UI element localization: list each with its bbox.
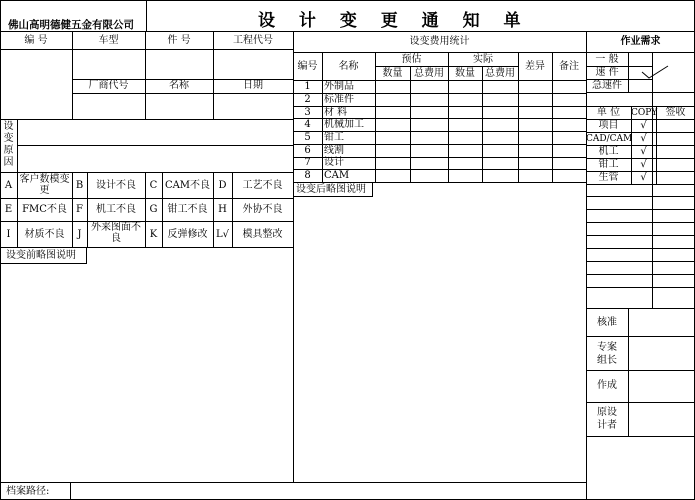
- approval-project-lead: 专案 组长: [597, 342, 617, 366]
- copy-check: √: [640, 159, 647, 170]
- cause-code-b: B: [75, 180, 84, 191]
- cost-actual: 实际: [473, 54, 493, 65]
- cause-text-f: 机工不良: [96, 204, 136, 215]
- unit-row: CAD/CAM: [586, 134, 633, 144]
- cost-estimate: 预估: [401, 54, 422, 65]
- reason-label-1: 设: [3, 121, 14, 132]
- cost-est-total: 总费用: [414, 68, 444, 79]
- cost-row-no: 5: [304, 132, 311, 143]
- copy-check: √: [640, 172, 647, 183]
- cost-note: 备注: [559, 61, 579, 72]
- sign-header: 签收: [665, 107, 686, 118]
- reason-label-4: 因: [3, 157, 14, 168]
- cause-text-a: 客户数模变更: [19, 174, 70, 196]
- cost-act-total: 总费用: [485, 68, 515, 79]
- cause-code-h: H: [218, 204, 227, 215]
- cause-text-b: 设计不良: [96, 180, 136, 191]
- form-title: 设 计 变 更 通 知 单: [258, 11, 530, 31]
- reason-label-3: 原: [3, 145, 14, 156]
- cause-text-c: CAM不良: [164, 180, 211, 191]
- unit-row: 项目: [598, 120, 619, 131]
- unit-row: 生管: [598, 172, 619, 183]
- unit-row: 钳工: [598, 159, 619, 170]
- cost-row-name: 标准件: [324, 94, 354, 105]
- cause-code-k: K: [149, 229, 158, 240]
- cause-text-e: FMC不良: [22, 204, 67, 215]
- cause-text-h: 外协不良: [242, 204, 283, 215]
- demand-urgent: 急速件: [592, 80, 622, 91]
- cost-row-no: 6: [304, 145, 311, 156]
- cost-row-name: 线割: [324, 145, 344, 156]
- label-engineering-code: 工程代号: [233, 35, 273, 46]
- label-car-model: 车型: [98, 35, 119, 46]
- checkmark-icon: [640, 65, 670, 80]
- cost-row-no: 7: [304, 157, 311, 168]
- cost-est-qty: 数量: [382, 68, 403, 79]
- cost-row-name: 材 料: [324, 107, 348, 118]
- cause-text-i: 材质不良: [24, 229, 65, 240]
- cost-row-no: 4: [304, 119, 311, 130]
- header-divider: [146, 0, 147, 31]
- cause-code-l: L√: [215, 229, 229, 240]
- cause-text-g: 钳工不良: [167, 204, 208, 215]
- cause-code-a: A: [4, 180, 13, 191]
- after-sketch-label: 设变后略图说明: [296, 184, 366, 195]
- cost-row-no: 8: [304, 170, 311, 181]
- copy-check: √: [640, 146, 647, 157]
- cost-row-name: CAM: [324, 170, 350, 181]
- cause-code-g: G: [149, 204, 158, 215]
- cause-text-k: 反弹修改: [167, 229, 208, 240]
- copy-header: COPY: [631, 108, 658, 118]
- demand-fast: 速 件: [595, 67, 619, 78]
- cost-col-number: 编号: [297, 61, 318, 72]
- cost-heading: 设变费用统计: [409, 36, 470, 47]
- cost-row-no: 3: [304, 107, 311, 118]
- copy-check: √: [640, 120, 647, 131]
- label-name: 名称: [169, 80, 189, 91]
- cost-row-name: 设计: [324, 157, 344, 168]
- label-vendor-code: 厂商代号: [88, 80, 129, 91]
- reason-label-2: 变: [3, 133, 14, 144]
- cause-code-i: I: [6, 229, 11, 240]
- work-demand-heading: 作业需求: [620, 36, 661, 47]
- cost-row-no: 2: [304, 94, 311, 105]
- demand-normal: 一 般: [595, 54, 619, 65]
- approval-original-designer: 原设 计者: [597, 407, 617, 431]
- label-part-number: 件 号: [167, 35, 191, 46]
- cost-row-name: 机械加工: [324, 119, 364, 130]
- cause-code-d: D: [218, 180, 227, 191]
- approval-author: 作成: [597, 380, 617, 391]
- cause-code-j: J: [77, 229, 82, 240]
- cause-text-l: 模具整改: [242, 229, 283, 240]
- cost-row-name: 外制品: [324, 81, 354, 92]
- company-name: 佛山高明德健五金有限公司: [8, 19, 134, 31]
- cause-text-d: 工艺不良: [242, 180, 283, 191]
- archive-path-label: 档案路径:: [6, 486, 50, 497]
- cost-row-no: 1: [304, 81, 311, 92]
- label-date: 日期: [243, 80, 263, 91]
- cause-code-f: F: [76, 204, 83, 215]
- unit-row: 机工: [598, 146, 619, 157]
- cost-row-name: 钳工: [324, 132, 344, 143]
- cost-diff: 差异: [525, 61, 545, 72]
- approval-approve: 核准: [597, 317, 617, 328]
- cause-text-j: 外来图面不良: [91, 222, 141, 244]
- before-sketch-label: 设变前略图说明: [6, 250, 76, 261]
- unit-header: 单 位: [596, 107, 621, 118]
- cause-code-e: E: [4, 204, 13, 215]
- label-number: 编 号: [24, 35, 48, 46]
- cost-col-name: 名称: [338, 61, 359, 72]
- cost-act-qty: 数量: [455, 68, 475, 79]
- copy-check: √: [640, 133, 647, 144]
- cause-code-c: C: [149, 180, 158, 191]
- header-bottom-line: [0, 31, 695, 32]
